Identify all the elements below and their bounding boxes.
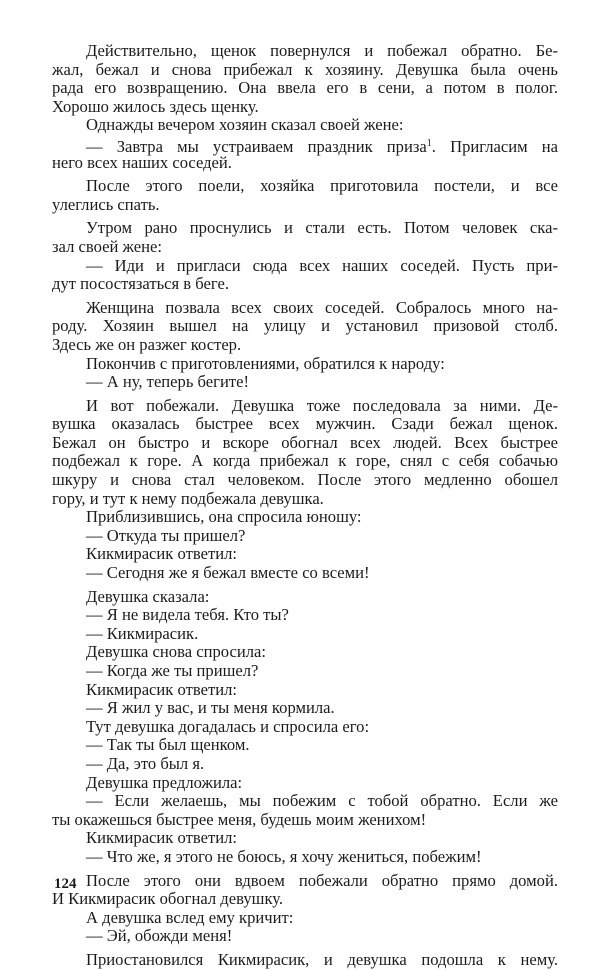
text-line bbox=[52, 909, 558, 928]
text-line bbox=[52, 135, 558, 154]
text-line bbox=[52, 736, 558, 755]
text-line-content: — А ну, теперь бегите! bbox=[86, 372, 249, 392]
text-line-content: — Сегодня же я бежал вместе со всеми! bbox=[86, 563, 370, 583]
text-line-content: жал, бежал и снова прибежал к хозяину. Девушка была очень bbox=[52, 59, 558, 79]
text-line-content: Девушка предложила: bbox=[86, 772, 243, 792]
text-line bbox=[52, 238, 558, 257]
text-line bbox=[52, 257, 558, 276]
text-line bbox=[52, 397, 558, 416]
text-line-content: рада его возвращению. Она ввела его в сени, а потом в полог. bbox=[52, 78, 558, 98]
text-line bbox=[52, 792, 558, 811]
text-line-content: Приблизившись, она спросила юношу: bbox=[86, 507, 362, 527]
text-line-content: него всех наших соседей. bbox=[52, 152, 232, 172]
page-body-text bbox=[52, 42, 558, 970]
text-line-content: Кикмирасик ответил: bbox=[86, 679, 237, 699]
text-line bbox=[52, 98, 558, 117]
text-line-content: подбежал к горе. А когда прибежал к горе, снял с себя собачью bbox=[52, 451, 558, 471]
text-line bbox=[52, 755, 558, 774]
text-line-content: Девушка сказала: bbox=[86, 586, 210, 606]
text-line bbox=[52, 317, 558, 336]
text-line-content: Утром рано проснулись и стали есть. Потом человек ска- bbox=[86, 218, 558, 238]
text-line-content: — Откуда ты пришел? bbox=[86, 525, 246, 545]
text-line-content: вушка оказалась быстрее всех мужчин. Сзади бежал щенок. bbox=[52, 414, 558, 434]
text-line bbox=[52, 415, 558, 434]
text-line bbox=[52, 927, 558, 946]
text-line-content: улеглись спать. bbox=[52, 194, 160, 214]
text-line-content: И Кикмирасик обогнал девушку. bbox=[52, 889, 284, 909]
text-line bbox=[52, 336, 558, 355]
text-line-content: — Завтра мы устраиваем праздник приза bbox=[86, 136, 427, 156]
text-line bbox=[52, 564, 558, 583]
text-line-content: Однажды вечером хозяин сказал своей жене: bbox=[86, 115, 404, 135]
text-line-content: Хорошо жилось здесь щенку. bbox=[52, 96, 259, 116]
text-line bbox=[52, 774, 558, 793]
text-line-content: А девушка вслед ему кричит: bbox=[86, 907, 294, 927]
text-line bbox=[52, 42, 558, 61]
text-line bbox=[52, 154, 558, 173]
text-line bbox=[52, 275, 558, 294]
text-line bbox=[52, 373, 558, 392]
text-line bbox=[52, 951, 558, 970]
text-line-content: — Что же, я этого не боюсь, я хочу жениться, побежим! bbox=[86, 846, 482, 866]
text-line bbox=[52, 61, 558, 80]
text-line bbox=[52, 116, 558, 135]
text-line bbox=[52, 718, 558, 737]
text-line-content: Женщина позвала всех своих соседей. Собралось много на- bbox=[86, 297, 558, 317]
footnote-marker: 1 bbox=[426, 137, 432, 149]
text-line-content: После этого поели, хозяйка приготовила постели, и все bbox=[86, 176, 558, 196]
text-line-content: Покончив с приготовлениями, обратился к народу: bbox=[86, 353, 445, 373]
text-line-content: гору, и тут к нему подбежала девушка. bbox=[52, 488, 324, 508]
text-line bbox=[52, 662, 558, 681]
text-line bbox=[52, 890, 558, 909]
text-line-content: — Эй, обожди меня! bbox=[86, 926, 233, 946]
text-line bbox=[52, 588, 558, 607]
text-line-content: — Если желаешь, мы побежим с тобой обратно. Если же bbox=[86, 791, 558, 811]
text-line bbox=[52, 299, 558, 318]
text-line-content: Девушка снова спросила: bbox=[86, 642, 266, 662]
text-line-content: — Да, это был я. bbox=[86, 753, 205, 773]
text-line-content: — Я не видела тебя. Кто ты? bbox=[86, 605, 289, 625]
text-line-content: Кикмирасик ответил: bbox=[86, 544, 237, 564]
text-line-content: Кикмирасик ответил: bbox=[86, 828, 237, 848]
text-line-content: После этого они вдвоем побежали обратно прямо домой. bbox=[86, 870, 558, 890]
text-line-content: — Я жил у вас, и ты меня кормила. bbox=[86, 698, 335, 718]
text-line bbox=[52, 848, 558, 867]
text-line bbox=[52, 545, 558, 564]
text-line bbox=[52, 79, 558, 98]
text-line bbox=[52, 452, 558, 471]
text-line-content: шкуру и снова стал человеком. После этого медленно обошел bbox=[52, 470, 558, 490]
text-line bbox=[52, 219, 558, 238]
text-line-content: И вот побежали. Девушка тоже последовала за ними. Де- bbox=[86, 395, 558, 415]
text-line-content: Действительно, щенок повернулся и побежал обратно. Бе- bbox=[86, 41, 558, 60]
text-line bbox=[52, 872, 558, 891]
text-line-content: — Так ты был щенком. bbox=[86, 735, 250, 755]
text-line bbox=[52, 490, 558, 509]
text-line bbox=[52, 643, 558, 662]
text-line bbox=[52, 196, 558, 215]
text-line-content: ты окажешься быстрее меня, будешь моим женихом! bbox=[52, 809, 427, 829]
text-line bbox=[52, 811, 558, 830]
text-line bbox=[52, 508, 558, 527]
text-line-content: — Кикмирасик. bbox=[86, 623, 199, 643]
text-line-content: зал своей жене: bbox=[52, 236, 162, 256]
text-line bbox=[52, 829, 558, 848]
text-line-tail: . Пригласим на bbox=[431, 136, 558, 156]
text-line bbox=[52, 699, 558, 718]
text-line bbox=[52, 355, 558, 374]
text-line-content: Приостановился Кикмирасик, и девушка подошла к нему. bbox=[86, 949, 558, 969]
text-line-content: дут посостязаться в беге. bbox=[52, 274, 229, 294]
text-line bbox=[52, 527, 558, 546]
page-number: 124 bbox=[54, 876, 77, 892]
text-line bbox=[52, 681, 558, 700]
text-line bbox=[52, 606, 558, 625]
text-line-content: — Когда же ты пришел? bbox=[86, 661, 259, 680]
text-line bbox=[52, 177, 558, 196]
text-line bbox=[52, 471, 558, 490]
text-line-content: Бежал он быстро и вскоре обогнал всех людей. Всех быстрее bbox=[52, 432, 558, 452]
text-line-content: роду. Хозяин вышел на улицу и установил призовой столб. bbox=[52, 316, 558, 336]
text-line bbox=[52, 434, 558, 453]
text-line-content: Тут девушка догадалась и спросила его: bbox=[86, 716, 370, 736]
text-line-content: — Иди и пригласи сюда всех наших соседей. Пусть при- bbox=[86, 255, 558, 275]
text-line bbox=[52, 625, 558, 644]
text-line-content: Здесь же он разжег костер. bbox=[52, 334, 242, 354]
